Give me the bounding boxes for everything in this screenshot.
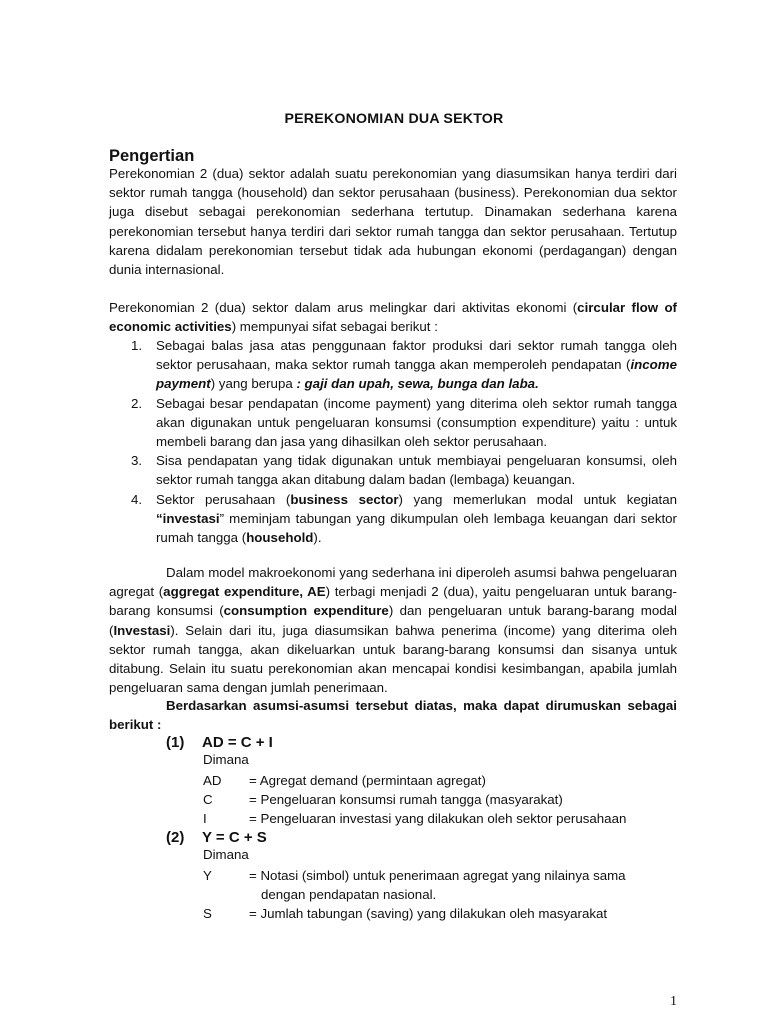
page-number: 1 <box>670 994 677 1009</box>
definition-row: S = Jumlah tabungan (saving) yang dilakukan oleh masyarakat <box>203 906 608 921</box>
formula-1-dimana: Dimana <box>203 752 249 767</box>
section-heading: Pengertian <box>109 147 195 165</box>
formula-2: (2) Y = C + S <box>166 829 267 846</box>
definition-row: Y = Notasi (simbol) untuk penerimaan agregat yang nilainya sama dengan pendapatan nasional. <box>203 868 626 902</box>
list-item: 3. Sisa pendapatan yang tidak digunakan untuk membiayai pengeluaran konsumsi, oleh sektor rumah tangga akan ditabung dalam badan (lembaga) keuangan. <box>131 453 677 488</box>
formula-2-dimana: Dimana <box>203 847 249 862</box>
formula-1: (1) AD = C + I <box>166 734 273 751</box>
paragraph-circular-flow: Perekonomian 2 (dua) sektor dalam arus melingkar dari aktivitas ekonomi (circular flow of economic activities) mempunyai sifat sebagai berikut : <box>109 300 677 335</box>
properties-list <box>109 336 677 547</box>
document-title: PEREKONOMIAN DUA SEKTOR <box>284 111 504 127</box>
formula-1-definitions <box>203 771 683 828</box>
formula-2-definitions <box>203 866 683 923</box>
list-item: 4. Sektor perusahaan (business sector) yang memerlukan modal untuk kegiatan “investasi” meminjam tabungan yang dikumpulan oleh lembaga keuangan dari sektor rumah tangga (household). <box>131 491 677 546</box>
paragraph-model-assumption: Dalam model makroekonomi yang sederhana ini diperoleh asumsi bahwa pengeluaran agregat (aggregat expenditure, AE) terbagi menjadi 2 (dua), yaitu pengeluaran untuk barang-barang konsumsi (consumption expenditure) dan pengeluaran untuk barang-barang modal (Investasi). Selain dari itu, juga diasumsikan bahwa penerima (income) yang diterima oleh sektor rumah tangga, akan dikeluarkan untuk barang-barang konsumsi dan sisanya untuk ditabung. Selain itu suatu perekonomian akan mencapai kondisi kesimbangan, apabila jumlah pengeluaran sama dengan jumlah penerimaan. <box>109 565 677 696</box>
list-item: 2. Sebagai besar pendapatan (income payment) yang diterima oleh sektor rumah tangga akan digunakan untuk pengeluaran konsumsi (consumption expenditure) yaitu : untuk membeli barang dan jasa yang dihasilkan oleh sektor perusahaan. <box>131 395 677 450</box>
definition-row: C = Pengeluaran konsumsi rumah tangga (masyarakat) <box>203 792 563 807</box>
paragraph-definition: Perekonomian 2 (dua) sektor adalah suatu perekonomian yang diasumsikan hanya terdiri dari sektor rumah tangga (household) dan sektor perusahaan (business). Perekonomian dua sektor juga disebut sebagai perekonomian sederhana tertutup. Dinamakan sederhana karena perekonomian tersebut hanya terdiri dari sektor rumah tangga dan sektor perusahaan. Tertutup karena didalam perekonomian tersebut tidak ada hubungan ekonomi (perdagangan) dengan dunia internasional. <box>109 166 677 278</box>
paragraph-formulation: Berdasarkan asumsi-asumsi tersebut diatas, maka dapat dirumuskan sebagai berikut : <box>109 698 677 733</box>
definition-row: I = Pengeluaran investasi yang dilakukan oleh sektor perusahaan <box>203 811 627 826</box>
list-item: 1. Sebagai balas jasa atas penggunaan faktor produksi dari sektor rumah tangga oleh sektor perusahaan, maka sektor rumah tangga akan memperoleh pendapatan (income payment) yang berupa : gaji dan upah, sewa, bunga dan laba. <box>131 338 677 392</box>
definition-row: AD = Agregat demand (permintaan agregat) <box>203 773 486 788</box>
